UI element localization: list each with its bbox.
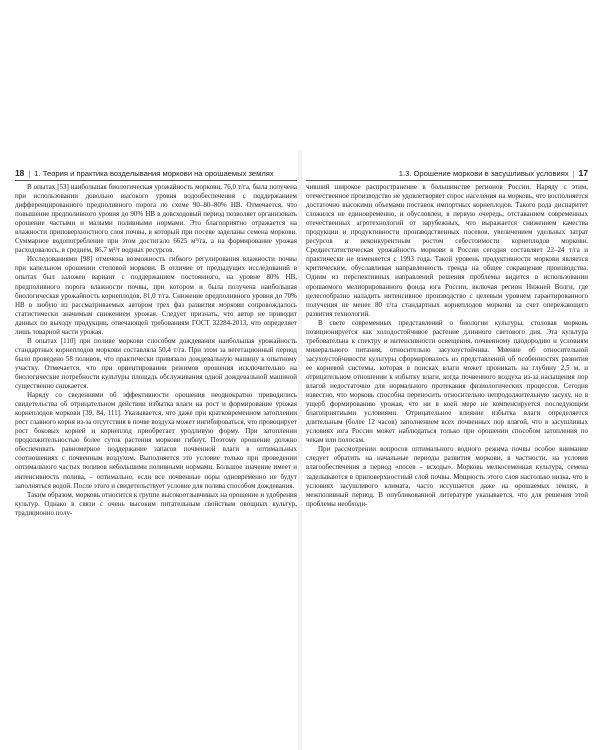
left-page-number: 18 <box>15 168 25 178</box>
body-paragraph: В опытах [53] наибольшая биологическая урожайность моркови, 76,0 т/га, была получена при использовании довольно высокого уровня водообеспечения с поддержанием дифференцированного предполивного порога по схеме 90–80–80% НВ. Отмечается, что повышение предполивного уровня до 90% НВ в довсходовый период позволяет организовать орошение частыми и малыми поливными нормами. Это благоприятно отражается на влажности приповерхностного слоя почвы, в который при посеве заделаны семена моркови. Суммарное водопотребление при этом достигало 6625 м³/га, а на формирование урожая расходовалось, в среднем, 86,7 м³/т водных ресурсов. <box>15 183 297 255</box>
left-page-header <box>15 167 297 179</box>
left-header-rule <box>15 180 297 181</box>
body-paragraph: В опытах [110] при поливе моркови способом дождевания наибольшая урожайность стандартных корнеплодов моркови составляла 50,4 т/га. При этом за вегетационный период было проведено 58 поливов, что практически привязало дождевальную машину к опытному участку. Отмечается, что при ориентировании режимов орошения исключительно на биологические потребности культуры площадь обслуживания одной дождевальной машиной существенно снижается. <box>15 336 297 391</box>
left-running-head: 1. Теория и практика возделывания моркови на орошаемых землях <box>34 169 274 178</box>
right-running-head: 1.3. Орошение моркови в засушливых условиях <box>398 169 569 178</box>
header-separator: | <box>28 169 31 178</box>
right-page-body <box>306 183 588 509</box>
body-paragraph: Таким образом, морковь относится к группе высокоотзывчивых на орошение и удобрения культур. Однако в связи с очень высоким питательным свойствам овощных культур, традиционно полу- <box>15 490 297 517</box>
book-gutter <box>298 150 302 750</box>
header-separator: | <box>572 169 575 178</box>
body-paragraph: При рассмотрении вопросов оптимального водного режима почвы особое внимание следует обратить на начальные периоды развития моркови, в частности, на условия влагообеспечения в период «посев – всходы». Морковь мелкосеменная культура, семена заделываются в приповерхностный слой почвы. Мощность этого слоя настолько низка, что в условиях засушливого климата, часто иссушается даже на орошаемых землях, в межполивный период. В опубликованной литературе указывается, что для решения этой проблемы необходи- <box>306 445 588 508</box>
body-paragraph: чивший широкое распространение в большинстве регионов России. Наряду с этим, отечественное производство не удовлетворяет спрос населения на морковь, что восполняется достаточно высокими объемами поставок импортных корнеплодов. Такого рода диспаритет сложился не единовременно, и обусловлен, в первую очередь, отставанием современных отечественных агротехнологий от зарубежных, что выражается снижением качества продукции и продуктивности производственных посевов, увеличением удельных затрат ресурсов и неконкурентным ростом себестоимости корнеплодов моркови. Среднестатистическая урожайность моркови в России сегодня составляет 22–24 т/га и практически не изменяется с 1993 года. Такой уровень продуктивности моркови является критическим, обуславливая направленность тренда на общее сокращение производства. Одним из перспективных направлений решения проблемы видится в использовании орошаемого мелиорированного фонда юга России, включая регион Нижней Волги, где целесообразно наладить интенсивное производство с целевым уровнем гарантированного получения не менее 80 т/га стандартных корнеплодов моркови за счет опережающего развития технологий. <box>306 183 588 318</box>
body-paragraph: Исследованиями [98] отмечена возможность гибкого регулирования влажности почвы при капельном орошении столовой моркови. В отличие от предыдущих исследований в опытах был заложен вариант с поддержанием постоянного, на уровне 80% НВ, предполивного порога влажности почвы, при котором и была получена наибольшая биологическая урожайность корнеплодов, 81,0 т/га. Снижение предполивного уровня до 70% НВ в любую из рассматриваемых автором трех фаз развития моркови сопровождалось статистически значимым снижением урожая. Следует признать, что автор не приводит данных по выходу продукции, отвечающей требованиям ГОСТ 32284-2013, что определяет лишь товарной части урожая. <box>15 255 297 336</box>
right-page-header <box>306 167 588 179</box>
body-paragraph: Наряду со сведениями об эффективности орошения неоднократно приводились свидетельства об отрицательном действии избытка влаги на рост и формирование урожая корнеплодов моркови [39, 84, 111]. Указывается, что даже при кратковременном затоплении рост главного корня из-за отсутствия в почве воздуха может ингибироваться, что провоцирует рост боковых корней и корнеплод приобретает уродливую форму. При затоплении продолжительностью более суток растения моркови гибнут. Поэтому орошение должно обеспечивать равномерное поддержание запасов почвенной влаги в оптимальных соотношениях с почвенным воздухом. Выполняется это условие только при проведении оптимального частых поливов небольшими поливными нормами. Большое значение имеет и интенсивность полива, – оптимально, если все почвенные поры одновременно не будут заполняться водой. После этого и свидетельствует условие для полива способом дождевания. <box>15 391 297 490</box>
right-page-number: 17 <box>578 168 588 178</box>
body-paragraph: В свете современных представлений о биологии культуры, столовая морковь позиционируется как холодостойчивое растение длинного светового дня. Эта культура требовательна к спектру и интенсивности освещения, почвенному плодородию и условиям минерального питания, относительно засухоустойчива. Мнение об относительной засухоустойчивости культуры сформировалось из представлений об особенностях развития ее корневой системы, которая в поисках влаги может проникать на глубину 2,5 м, и отрицательном отношении к избытку влаги, когда почвенного воздуха из-за насыщения пор влагой недостаточно для нормального протекания физиологических процессов. Сегодня известно, что морковь способна переносить относительно непродолжительную засуху, но в ущерб формированию урожая, что ни в коей мере не компенсируется последующим благоприятными условиями. Отрицательное влияние избытка влаги определяется длительным (более 12 часов) заполнением всех почвенных пор влагой, что в засушливых условиях юга России может наблюдаться только при орошении способом затопления по чекам или полосам. <box>306 318 588 445</box>
right-header-rule <box>306 180 588 181</box>
left-page-body <box>15 183 297 518</box>
